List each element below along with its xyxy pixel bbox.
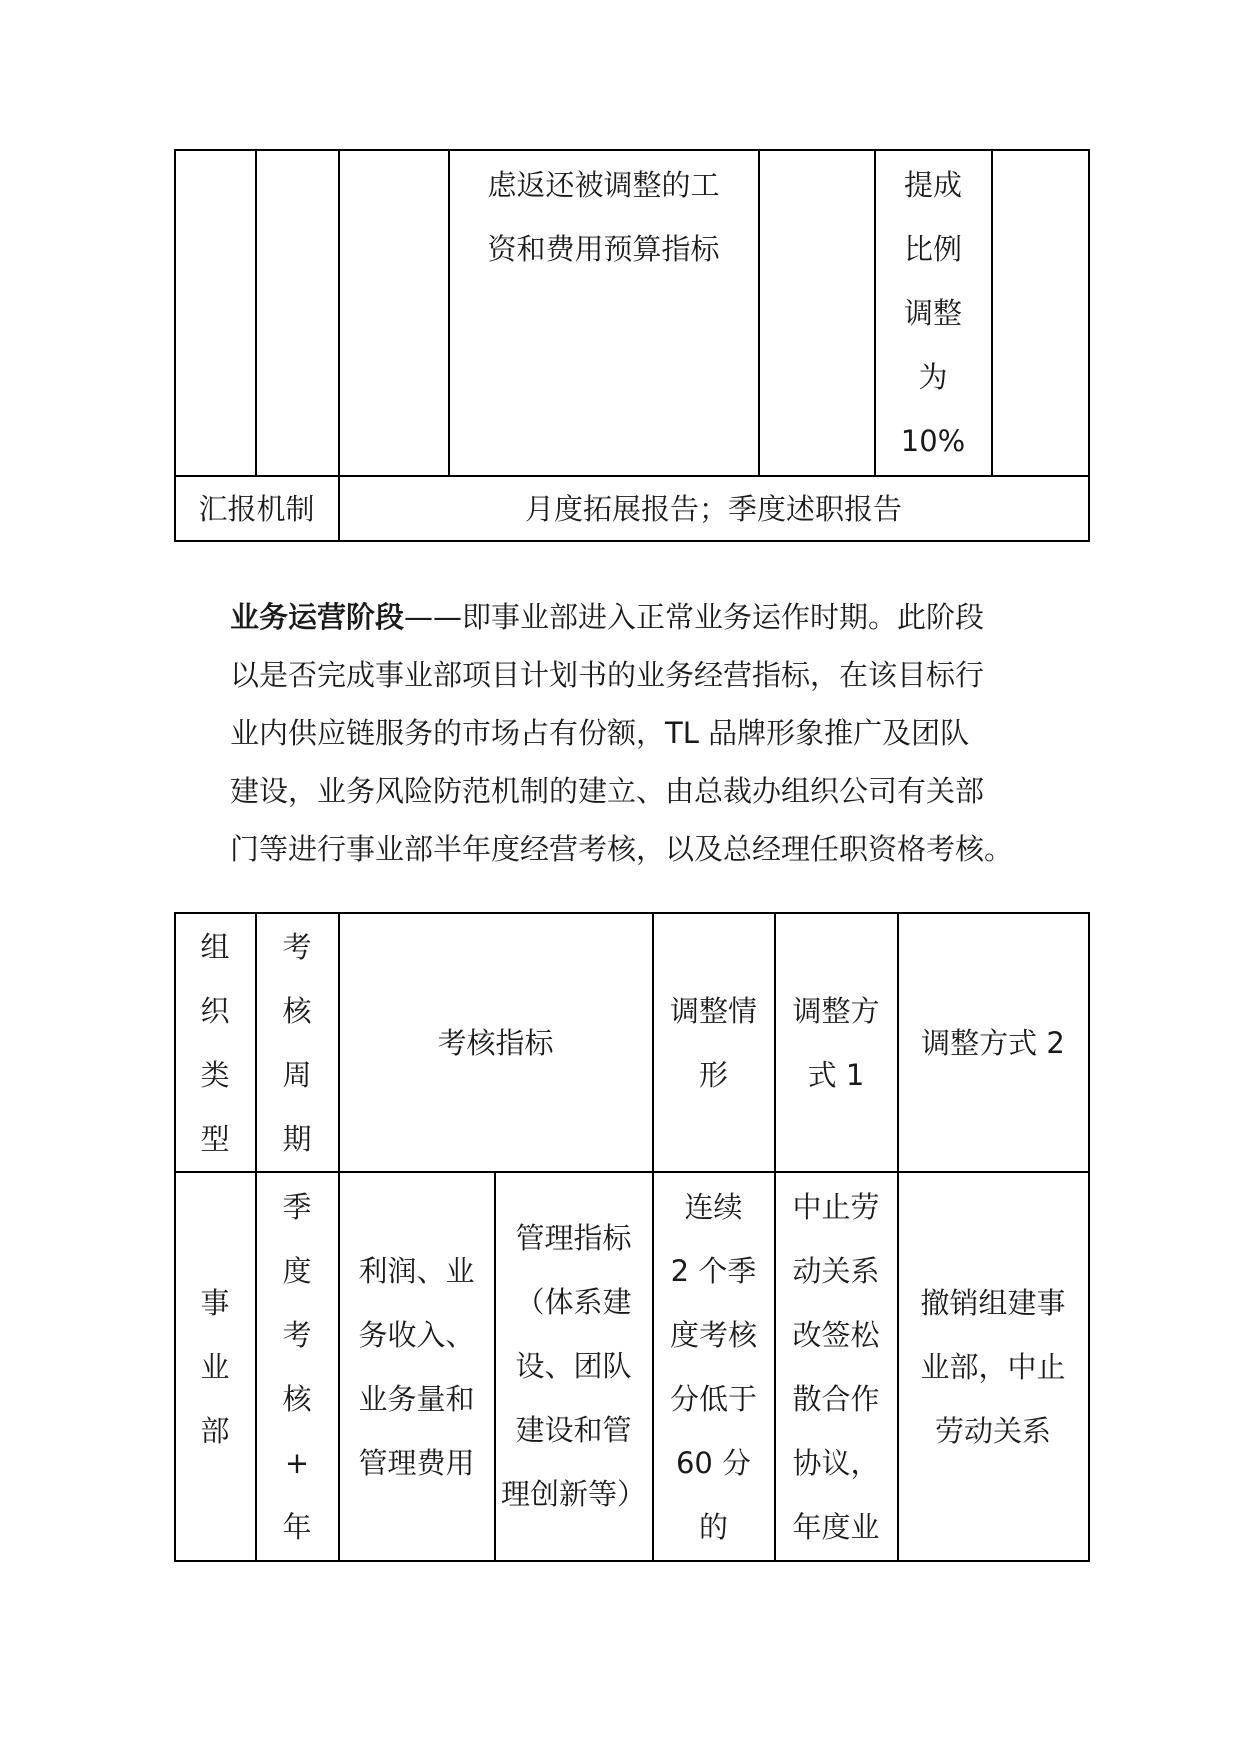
report-value: 月度拓展报告；季度述职报告 <box>524 491 902 526</box>
adjust-line: 比例 <box>903 232 962 266</box>
adjust-line: 调整 <box>903 296 962 330</box>
header-method-1: 调整方 式 1 <box>792 993 880 1092</box>
row-method-1: 中止劳 动关系 改签松 散合作 协议， 年度业 <box>792 1190 880 1544</box>
criteria-line: 虑返还被调整的工 <box>487 168 720 202</box>
paragraph-line: 建设，业务风险防范机制的建立、由总裁办组织公司有关部 <box>230 774 985 808</box>
operation-stage-paragraph <box>230 588 1090 878</box>
header-method-2: 调整方式 2 <box>921 1025 1065 1060</box>
header-org-type: 组 织 类 型 <box>200 929 230 1156</box>
adjust-ratio-cell <box>875 153 991 473</box>
header-situation: 调整情 形 <box>669 993 757 1092</box>
paragraph-line: 以是否完成事业部项目计划书的业务经营指标，在该目标行 <box>230 658 985 692</box>
adjust-line: 提成 <box>903 168 962 202</box>
row-financial-indicators: 利润、业 务收入、 业务量和 管理费用 <box>358 1253 475 1480</box>
header-period: 考 核 周 期 <box>282 929 312 1156</box>
paragraph-line: 门等进行事业部半年度经营考核，以及总经理任职资格考核。 <box>230 832 1014 866</box>
row-period: 季 度 考 核 + 年 <box>282 1190 312 1544</box>
row-management-indicators: 管理指标 （体系建 设、团队 建设和管 理创新等） <box>500 1221 646 1511</box>
header-indicators: 考核指标 <box>437 1025 554 1060</box>
row-org-type: 事 业 部 <box>200 1285 230 1448</box>
paragraph-line <box>230 588 1090 646</box>
paragraph-heading: 业务运营阶段 <box>230 600 405 634</box>
report-label: 汇报机制 <box>198 491 315 526</box>
criteria-cell <box>449 153 758 281</box>
criteria-line: 资和费用预算指标 <box>487 232 720 266</box>
adjust-line: 为 <box>918 360 948 394</box>
row-situation: 连续 2 个季 度考核 分低于 60 分 的 <box>669 1190 757 1544</box>
paragraph-line: 业内供应链服务的市场占有份额，TL 品牌形象推广及团队 <box>230 716 970 750</box>
row-method-2: 撤销组建事 业部，中止 劳动关系 <box>920 1285 1066 1448</box>
adjust-line: 10% <box>900 424 966 458</box>
paragraph-line-text: ——即事业部进入正常业务运作时期。此阶段 <box>404 600 985 634</box>
